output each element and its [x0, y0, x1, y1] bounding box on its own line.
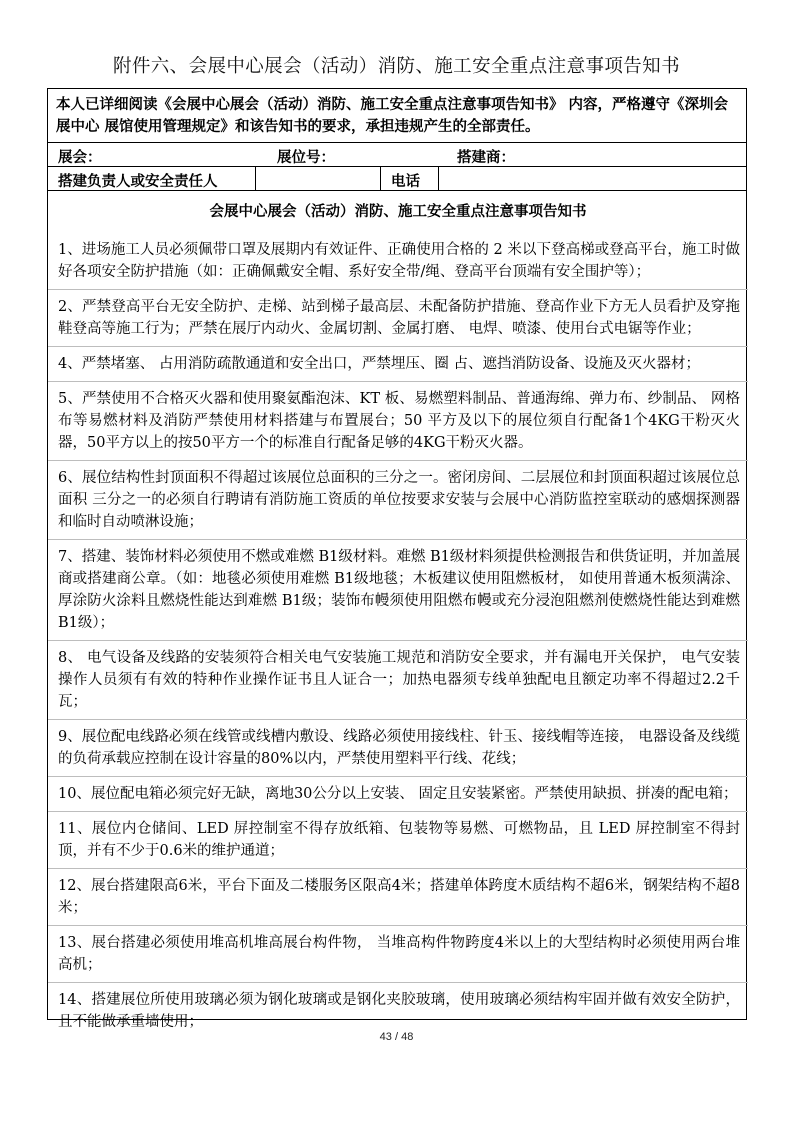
- exhibition-label: 展会：: [58, 149, 102, 166]
- notice-items: [48, 239, 748, 1045]
- notice-item: 14、搭建展位所使用玻璃必须为钢化玻璃或是钢化夹胶玻璃，使用玻璃必须结构牢固并做有效安全防护，且不能做承重墙使用；: [58, 992, 740, 1030]
- notice-item: 2、严禁登高平台无安全防护、走梯、站到梯子最高层、未配备防护措施、登高作业下方无人员看护及穿拖鞋登高等施工行为；严禁在展厅内动火、金属切割、金属打磨、 电焊、喷漆、使用台式电锯等作业；: [48, 296, 748, 347]
- column-divider: [255, 166, 256, 190]
- notice-item: 12、展台搭建限高6米，平台下面及二楼服务区限高4米；搭建单体跨度木质结构不超6米，钢架结构不超8米；: [48, 875, 748, 926]
- booth-label: 展位号：: [277, 149, 335, 166]
- row-divider: [48, 142, 746, 143]
- column-divider: [438, 166, 439, 190]
- notice-item: 5、严禁使用不合格灭火器和使用聚氨酯泡沫、KT 板、易燃塑料制品、普通海绵、弹力布、纱制品、 网格布等易燃材料及消防严禁使用材料搭建与布置展台；50 平方及以下的展位须自行配备1个4KG干粉灭火器，50平方以上的按50平方一个的标准自行配备足够的4KG干粉灭火器。: [48, 388, 748, 461]
- declaration-text: 本人已详细阅读《会展中心展会（活动）消防、施工安全重点注意事项告知书》 内容，严格遵守《深圳会展中心 展馆使用管理规定》和该告知书的要求，承担违规产生的全部责任。: [56, 96, 729, 135]
- notice-item: 4、严禁堵塞、 占用消防疏散通道和安全出口，严禁埋压、圈 占、遮挡消防设备、设施及灭火器材；: [48, 353, 748, 382]
- page-title: 附件六、会展中心展会（活动）消防、施工安全重点注意事项告知书: [112, 56, 680, 77]
- column-divider: [380, 166, 381, 190]
- row-divider: [48, 166, 746, 167]
- responsible-person-label: 搭建负责人或安全责任人: [58, 173, 218, 190]
- page-number: 43 / 48: [379, 1031, 414, 1043]
- notice-item: 7、搭建、装饰材料必须使用不燃或难燃 B1级材料。难燃 B1级材料须提供检测报告和供货证明，并加盖展商或搭建商公章。（如：地毯必须使用难燃 B1级地毯；木板建议使用阻燃板材， 如使用普通木板须满涂、厚涂防火涂料且燃烧性能达到难燃 B1级；装饰布幔须使用阻燃布幔或充分浸泡阻燃剂使燃烧性能达到难燃 B1级）；: [48, 546, 748, 641]
- notice-item: 6、展位结构性封顶面积不得超过该展位总面积的三分之一。密闭房间、二层展位和封顶面积超过该展位总面积 三分之一的必须自行聘请有消防施工资质的单位按要求安装与会展中心消防监控室联动的感烟探测器和临时自动喷淋设施；: [48, 467, 748, 540]
- notice-item: 8、 电气设备及线路的安装须符合相关电气安装施工规范和消防安全要求，并有漏电开关保护， 电气安装操作人员须有有效的特种作业操作证书且人证合一；加热电器须专线单独配电且额定功率不得超过2.2千瓦；: [48, 647, 748, 720]
- notice-item: 1、进场施工人员必须佩带口罩及展期内有效证件、正确使用合格的 2 米以下登高梯或登高平台，施工时做好各项安全防护措施（如：正确佩戴安全帽、系好安全带/绳、登高平台顶端有安全围护等）；: [48, 239, 748, 290]
- notice-form: [47, 88, 747, 1030]
- notice-item: 9、展位配电线路必须在线管或线槽内敷设、线路必须使用接线柱、针玉、接线帽等连接， 电器设备及线缆的负荷承载应控制在设计容量的80%以内，严禁使用塑料平行线、花线；: [48, 726, 748, 777]
- notice-item: 10、展位配电箱必须完好无缺，离地30公分以上安装、 固定且安装紧密。严禁使用缺损、拼凑的配电箱；: [48, 783, 748, 812]
- notice-item: 11、展位内仓储间、LED 屏控制室不得存放纸箱、包装物等易燃、可燃物品，且 LED 屏控制室不得封顶，并有不少于0.6米的维护通道；: [48, 818, 748, 869]
- notice-item: 13、展台搭建必须使用堆高机堆高展台构件物， 当堆高构件物跨度4米以上的大型结构时必须使用两台堆高机；: [48, 932, 748, 983]
- notice-title: 会展中心展会（活动）消防、施工安全重点注意事项告知书: [209, 203, 587, 220]
- phone-label: 电话: [391, 173, 420, 190]
- builder-label: 搭建商：: [457, 149, 515, 166]
